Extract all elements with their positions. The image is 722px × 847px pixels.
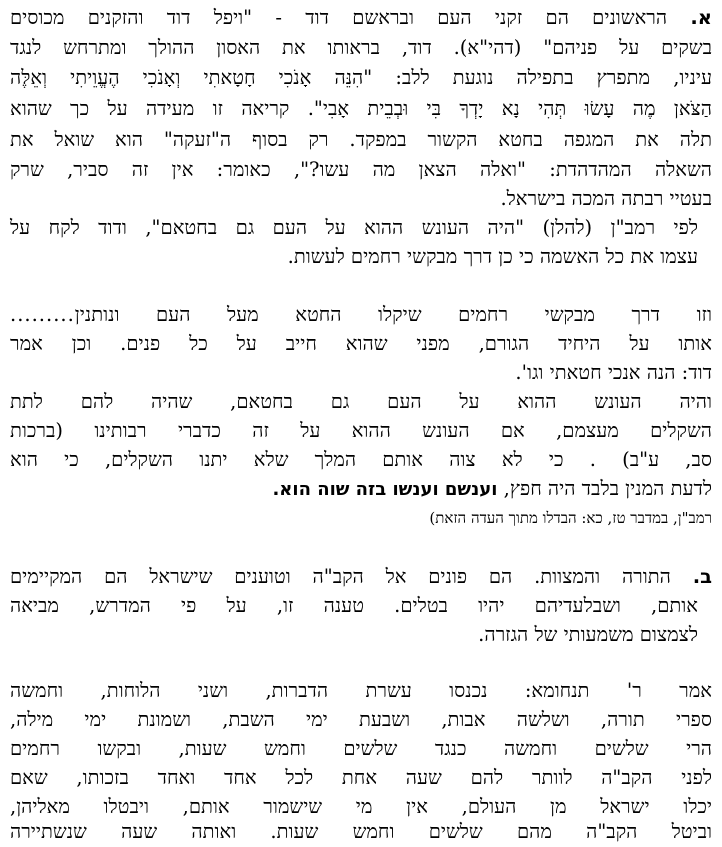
- section-b-marker: ב.: [692, 565, 712, 588]
- section-a-line-4: הַצֹּאן מֶה עָשׂוּ תְּהִי נָא יָדְךָ בִּי וּבְבֵית אָבִי". קריאה זו מעידה על כך שהוא: [10, 97, 712, 120]
- quote-line-1: וזו דרך מבקשי רחמים שיקלו החטא מעל העם ונותנין.........: [10, 303, 712, 326]
- midrash-line-6: וביטל הקב"ה מהם שלשים וחמש שעות. ואותה שעה שנשתיירה: [10, 820, 712, 843]
- section-b-line-2: אותם, ושבלעדיהם יהיו בטלים. טענה זו, על פי המדרש, מביאה: [10, 594, 698, 617]
- section-a-line-3: עיניו, מתפרץ בתפילה נוגעת ללב: "הִנֵּה אָנֹכִי חָטָאתִי וְאָנֹכִי הֶעֱוֵיתִי וְאֵלֶּה: [10, 66, 712, 89]
- ellipsis: .........: [10, 303, 75, 326]
- section-b-line-3: לצמצום משמעותי של הגזרה.: [478, 623, 698, 646]
- ramban-intro-line-2: עצמו את כל האשמה כי כן דרך מבקשי רחמים לעשות.: [287, 245, 698, 268]
- section-a-line-2: בשקים על פניהם" (דהי"א). דוד, בראותו את האסון ההולך ומתרחש לנגד: [10, 36, 712, 59]
- ramban-intro-line-1: לפי רמב"ן (להלן) "היה העונש ההוא על העם גם בחטאם", ודוד לקח על: [10, 216, 698, 239]
- quote-line-4: והיה העונש ההוא על העם גם בחטאם, שהיה להם לתת: [10, 390, 712, 413]
- quote-source: רמב"ן, במדבר טז, כא: הבדלו מתוך העדה הזאת): [429, 509, 712, 527]
- document-page: [10, 0, 712, 847]
- quote-line-2: אותו על היחיד הגורם, מפני שהוא חייב על כל פנים. וכן אמר: [10, 332, 712, 355]
- midrash-line-2: ספרי תורה, ושלשה אבות, ושבעת ימי השבת, ושמונת ימי מילה,: [10, 708, 712, 731]
- midrash-line-4: לפני הקב"ה לוותר להם שעה אחת לכל אחד ואחד בזכותו, שאם: [10, 766, 712, 789]
- midrash-line-1: אמר ר' תנחומא: נכנסו עשרת הדברות, ושני הלוחות, וחמשה: [10, 679, 712, 702]
- section-a-line-7: בעטיי רבתה המכה בישראל.: [500, 187, 712, 210]
- quote-bold-phrase: וענשם וענשו בזה שוה הוא.: [272, 479, 498, 500]
- quote-line-3: דוד: הנה אנכי חטאתי וגו'.: [515, 361, 712, 384]
- quote-line-6: סב, ע"ב) . כי לא צוה אותם המלך שלא יתנו השקלים, כי הוא: [10, 448, 712, 471]
- section-a-marker: א.: [690, 6, 712, 29]
- section-a-line-5: תלה את המגפה בחטא הקשור במפקד. רק בסוף ה"זעקה" הוא שואל את: [10, 128, 712, 151]
- midrash-line-3: הרי שלשים וחמשה כנגד שלשים וחמש שעות, ובקשו רחמים: [10, 737, 712, 760]
- quote-line-7: לדעת המנין בלבד היה חפץ, וענשם וענשו בזה שוה הוא.: [272, 477, 712, 500]
- quote-line-5: השקלים מעצמם, אם העונש ההוא על זה כדברי רבותינו (ברכות: [10, 419, 712, 442]
- section-b-line-1: ב. התורה והמצוות. הם פונים אל הקב"ה וטוענים שישראל הם המקיימים: [10, 565, 712, 588]
- section-a-line-1: א. הראשונים הם זקני העם ובראשם דוד - "ויפל דוד והזקנים מכוסים: [10, 6, 712, 29]
- midrash-line-5: יכלו ישראל מן העולם, אין מי שישמור אותם, ויבטלו מאליהן,: [10, 795, 712, 818]
- section-a-line-6: השאלה המהדהדת: "ואלה הצאן מה עשו?", כאומר: אין זה סביר, שרק: [10, 158, 712, 181]
